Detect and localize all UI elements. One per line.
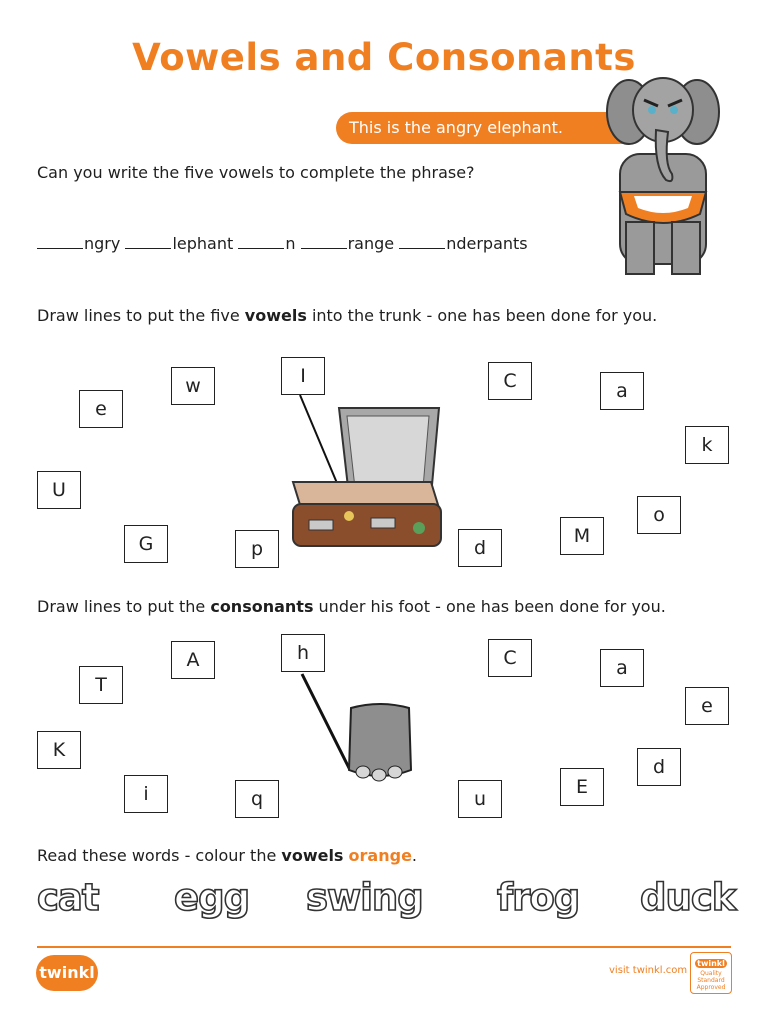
- blank-field[interactable]: [238, 247, 284, 249]
- letter-card[interactable]: C: [488, 639, 532, 677]
- instruction-text: Read these words - colour the: [37, 846, 282, 865]
- colouring-word[interactable]: egg: [174, 876, 250, 919]
- question-vowels-phrase: Can you write the five vowels to complete the phrase?: [37, 163, 475, 182]
- letter-card[interactable]: M: [560, 517, 604, 555]
- phrase-word: range: [347, 234, 395, 253]
- letter-card[interactable]: o: [637, 496, 681, 534]
- instruction-orange: orange: [348, 846, 412, 865]
- letter-card[interactable]: I: [281, 357, 325, 395]
- instruction-text: Draw lines to put the five: [37, 306, 245, 325]
- phrase-word: nderpants: [446, 234, 528, 253]
- visit-link[interactable]: visit twinkl.com: [609, 965, 688, 976]
- instruction-vowels: [37, 306, 657, 325]
- letter-card[interactable]: e: [79, 390, 123, 428]
- phrase-word: ngry: [84, 234, 121, 253]
- instruction-bold: consonants: [210, 597, 314, 616]
- blank-field[interactable]: [125, 247, 171, 249]
- phrase-word: lephant: [172, 234, 234, 253]
- badge-text: Quality Standard Approved: [696, 970, 726, 991]
- letter-card[interactable]: T: [79, 666, 123, 704]
- footer-divider: [37, 946, 731, 948]
- instruction-text: into the trunk - one has been done for you.: [306, 306, 658, 325]
- letter-card[interactable]: q: [235, 780, 279, 818]
- letter-card[interactable]: i: [124, 775, 168, 813]
- blank-field[interactable]: [37, 247, 83, 249]
- instruction-text: .: [411, 846, 418, 865]
- caption-banner: [336, 112, 634, 144]
- instruction-bold: vowels: [281, 846, 344, 865]
- letter-card[interactable]: k: [685, 426, 729, 464]
- letter-card[interactable]: A: [171, 641, 215, 679]
- colouring-word[interactable]: cat: [37, 876, 99, 919]
- colouring-word[interactable]: frog: [497, 876, 580, 919]
- letter-card[interactable]: G: [124, 525, 168, 563]
- elephant-foot-illustration: [345, 700, 415, 782]
- instruction-bold: vowels: [244, 306, 307, 325]
- letter-card[interactable]: e: [685, 687, 729, 725]
- letter-card[interactable]: d: [637, 748, 681, 786]
- letter-card[interactable]: u: [458, 780, 502, 818]
- letter-card[interactable]: p: [235, 530, 279, 568]
- phrase-word: n: [285, 234, 296, 253]
- caption-text: This is the angry elephant.: [349, 118, 563, 137]
- letter-card[interactable]: C: [488, 362, 532, 400]
- letter-card[interactable]: a: [600, 649, 644, 687]
- instruction-text: under his foot - one has been done for you.: [313, 597, 666, 616]
- letter-card[interactable]: d: [458, 529, 502, 567]
- letter-card[interactable]: a: [600, 372, 644, 410]
- letter-card[interactable]: E: [560, 768, 604, 806]
- letter-card[interactable]: U: [37, 471, 81, 509]
- instruction-text: Draw lines to put the: [37, 597, 211, 616]
- colouring-word[interactable]: swing: [306, 876, 423, 919]
- colouring-word[interactable]: duck: [640, 876, 736, 919]
- badge-title: twinkl: [695, 959, 727, 968]
- angry-elephant-illustration: [604, 72, 722, 288]
- blank-field[interactable]: [301, 247, 347, 249]
- letter-card[interactable]: w: [171, 367, 215, 405]
- page-title: Vowels and Consonants: [132, 36, 636, 79]
- blank-field[interactable]: [399, 247, 445, 249]
- twinkl-logo[interactable]: twinkl: [36, 955, 98, 991]
- suitcase-illustration: [289, 404, 445, 550]
- letter-card[interactable]: h: [281, 634, 325, 672]
- quality-badge: [690, 952, 732, 994]
- instruction-colour-words: [37, 846, 417, 865]
- instruction-consonants: [37, 597, 666, 616]
- letter-card[interactable]: K: [37, 731, 81, 769]
- fill-in-phrase: [37, 234, 528, 253]
